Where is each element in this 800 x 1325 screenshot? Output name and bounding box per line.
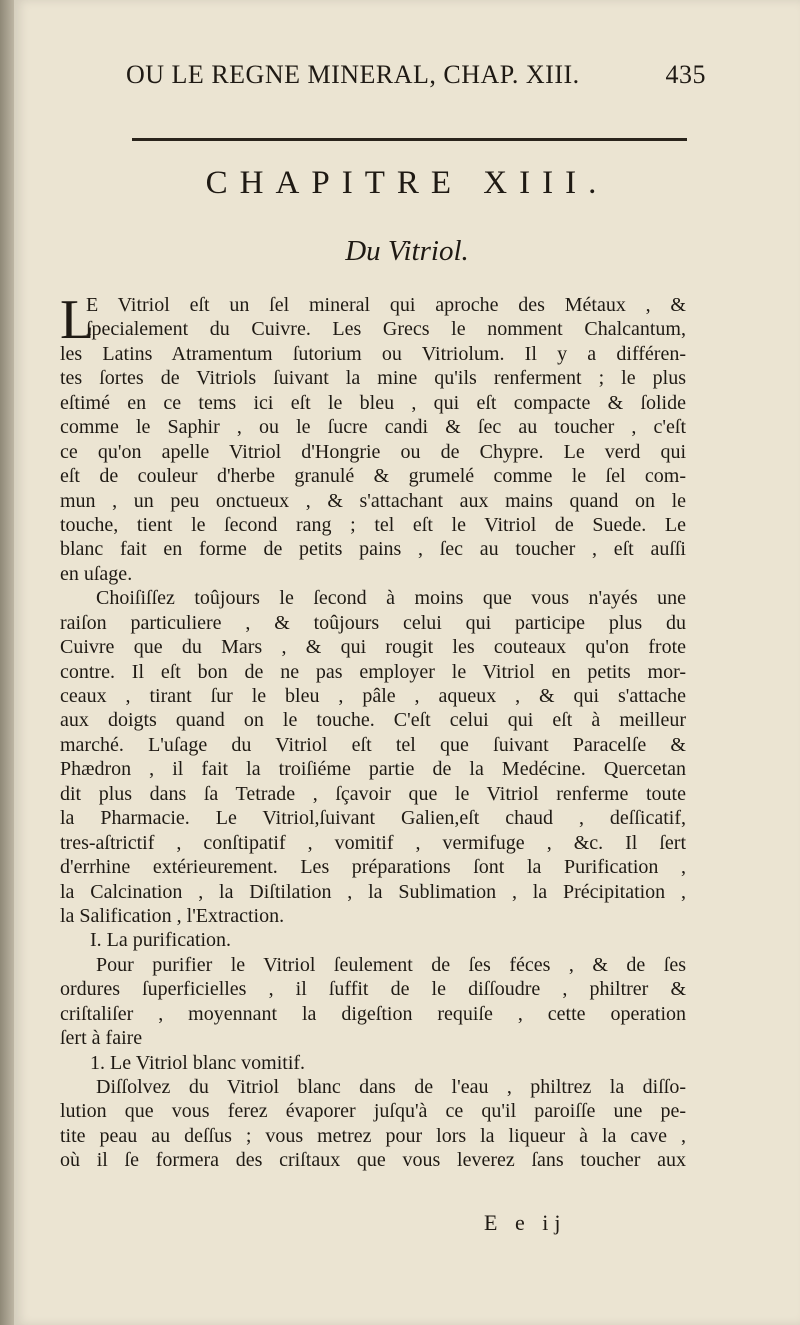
text-line: tite peau au deſſus ; vous metrez pour lors la liqueur à la cave , bbox=[60, 1124, 686, 1147]
book-spine bbox=[0, 0, 14, 1325]
text-line: lution que vous ferez évaporer juſqu'à ce qu'il paroiſſe une pe- bbox=[60, 1100, 686, 1123]
text-line: dit plus dans ſa Tetrade , ſçavoir que le Vitriol renferme toute bbox=[60, 782, 686, 805]
text-line: raiſon particuliere , & toûjours celui qui participe plus du bbox=[60, 611, 686, 634]
text-line: mun , un peu onctueux , & s'attachant aux mains quand on le bbox=[60, 489, 686, 512]
text-line: eſtimé en ce tems ici eſt le bleu , qui eſt compacte & ſolide bbox=[60, 391, 686, 414]
text-line: comme le Saphir , ou le ſucre candi & ſec au toucher , c'eſt bbox=[60, 416, 686, 439]
text-line: tes ſortes de Vitriols ſuivant la mine qu'ils renferment ; le plus bbox=[60, 367, 686, 390]
text-line: Phædron , il fait la troiſiéme partie de la Medécine. Quercetan bbox=[60, 758, 686, 781]
text-line: criſtaliſer , moyennant la digeſtion requiſe , cette operation bbox=[60, 1002, 686, 1025]
text-line: aux doigts quand on le touche. C'eſt celui qui eſt à meilleur bbox=[60, 709, 686, 732]
text-line: la Calcination , la Diſtilation , la Sublimation , la Précipitation , bbox=[60, 880, 686, 903]
text-line: marché. L'uſage du Vitriol eſt tel que ſuivant Paracelſe & bbox=[60, 733, 686, 756]
text-line: où il ſe formera des criſtaux que vous leverez ſans toucher aux bbox=[60, 1149, 686, 1172]
text-line: les Latins Atramentum ſutorium ou Vitriolum. Il y a différen- bbox=[60, 342, 686, 365]
text-line: Diſſolvez du Vitriol blanc dans de l'eau , philtrez la diſſo- bbox=[96, 1076, 686, 1098]
text-line: d'errhine extérieurement. Les préparations ſont la Purification , bbox=[60, 856, 686, 879]
text-line: en uſage. bbox=[60, 562, 133, 585]
text-line: blanc fait en forme de petits pains , ſec au toucher , eſt auſſi bbox=[60, 538, 686, 561]
chapter-title: CHAPITRE XIII. bbox=[205, 165, 609, 201]
body-text bbox=[60, 289, 686, 1173]
text-line: Cuivre que du Mars , & qui rougit les couteaux qu'on frote bbox=[60, 636, 686, 659]
text-line: Pour purifier le Vitriol ſeulement de ſes féces , & de ſes bbox=[96, 953, 686, 976]
text-line: touche, tient le ſecond rang ; tel eſt le Vitriol de Suede. Le bbox=[60, 513, 686, 536]
text-line: la Salification , l'Extraction. bbox=[60, 904, 285, 927]
text-line: tres-aſtrictif , conſtipatif , vomitif , vermifuge , &c. Il ſert bbox=[60, 831, 686, 854]
text-line: eſt de couleur d'herbe granulé & grumelé comme le ſel com- bbox=[60, 465, 686, 488]
running-head-text: OU LE REGNE MINERAL, CHAP. XIII. bbox=[126, 60, 580, 89]
page-number: 435 bbox=[665, 60, 706, 89]
text-line: Choiſiſſez toûjours le ſecond à moins que vous n'ayés une bbox=[96, 587, 686, 610]
drop-cap: L bbox=[60, 289, 95, 351]
running-head bbox=[126, 60, 706, 90]
text-line: ordures ſuperficielles , il ſuffit de le diſſoudre , philtrer & bbox=[60, 978, 686, 1001]
text-line: ce qu'on apelle Vitriol d'Hongrie ou de Chypre. Le verd qui bbox=[60, 440, 686, 463]
header-rule bbox=[132, 138, 687, 141]
section-heading: I. La purification. bbox=[90, 929, 232, 952]
section-heading: 1. Le Vitriol blanc vomitif. bbox=[90, 1051, 306, 1074]
text-line: ſert à faire bbox=[60, 1027, 143, 1050]
text-line: la Pharmacie. Le Vitriol,ſuivant Galien,eſt chaud , deſſicatif, bbox=[60, 807, 686, 830]
text-line: ſpecialement du Cuivre. Les Grecs le nomment Chalcantum, bbox=[86, 318, 686, 341]
signature-mark: E e ij bbox=[484, 1210, 567, 1235]
text-line: E Vitriol eſt un ſel mineral qui aproche des Métaux , & bbox=[86, 294, 686, 316]
chapter-subject: Du Vitriol. bbox=[345, 235, 469, 267]
text-line: ceaux , tirant ſur le bleu , pâle , aqueux , & qui s'attache bbox=[60, 685, 686, 707]
text-line: contre. Il eſt bon de ne pas employer le Vitriol en petits mor- bbox=[60, 660, 686, 683]
book-page bbox=[14, 0, 800, 1325]
